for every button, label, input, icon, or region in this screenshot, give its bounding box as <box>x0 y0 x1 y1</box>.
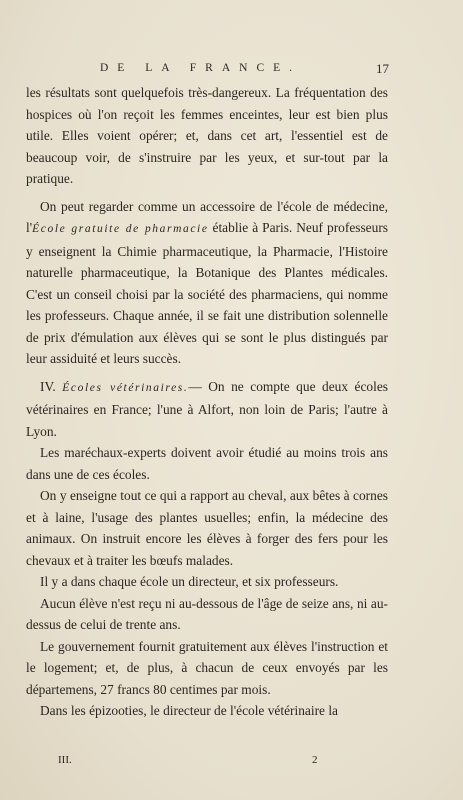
paragraph-lead: On peut regarder comme un accessoire de l'école de médecine, l' <box>26 198 388 235</box>
paragraph-curriculum: On y enseigne tout ce qui a rapport au cheval, aux bêtes à cornes et à laine, l'usage des plantes usuelles; enfin, la médecine des animaux. On instruit encore les élèves à forger des fers pour les chevaux et à traiter les bœufs malades. <box>26 488 388 568</box>
paragraph-admission-age: Aucun élève n'est reçu ni au-dessous de l'âge de seize ans, ni au-dessus de celui de trente ans. <box>26 595 388 632</box>
running-head: DE LA FRANCE. <box>100 62 302 74</box>
paragraph-veterinary-schools <box>26 376 388 443</box>
paragraph-text: établie à Paris. Neuf professeurs y enseignent la Chimie pharmaceutique, la Pharmacie, l'Histoire naturelle pharmaceutique, la Botanique des Plantes médicales. C'est un conseil choisi par la société des pharmaciens, qui nomme les professeurs. Chaque année, il se fait une distribution solennelle de prix d'émulation aux élèves qui se sont le plus distingués par leur assiduité et leurs succès. <box>26 220 388 366</box>
paragraph-government-support: Le gouvernement fournit gratuitement aux élèves l'instruction et le logement; et, de plus, à chacun de ceux envoyés par les départemens, 27 francs 80 centimes par mois. <box>26 638 388 697</box>
paragraph-text: — On ne compte que deux écoles vétérinaires en France; l'une à Alfort, non loin de Paris; l'autre à Lyon. <box>26 378 389 439</box>
section-heading-veterinaires: Écoles vétérinaires. <box>62 381 189 394</box>
page-number: 17 <box>376 61 389 76</box>
signature-mark: III. <box>58 754 72 766</box>
section-heading-pharmacie: École gratuite de pharmacie <box>32 223 209 235</box>
paragraph-epizooties: Dans les épizooties, le directeur de l'école vétérinaire la <box>40 703 338 718</box>
catchword: 2 <box>312 754 318 766</box>
page-header <box>0 62 463 80</box>
paragraph-staff: Il y a dans chaque école un directeur, et six professeurs. <box>40 574 339 589</box>
section-number: IV. <box>40 378 63 394</box>
paragraph-results: les résultats sont quelquefois très-dangereux. La fréquentation des hospices où l'on reçoit les femmes enceintes, leur est bien plus utile. Elles voient opérer; et, dans cet art, l'essentiel est de beaucoup voir, de s'instruire par les yeux, et sur-tout par la pratique. <box>26 85 388 186</box>
paragraph-marechaux: Les maréchaux-experts doivent avoir étudié au moins trois ans dans une de ces écoles. <box>26 445 388 482</box>
paragraph-pharmacy-school <box>26 196 388 370</box>
body-text <box>26 82 388 722</box>
page-footer <box>0 754 463 770</box>
